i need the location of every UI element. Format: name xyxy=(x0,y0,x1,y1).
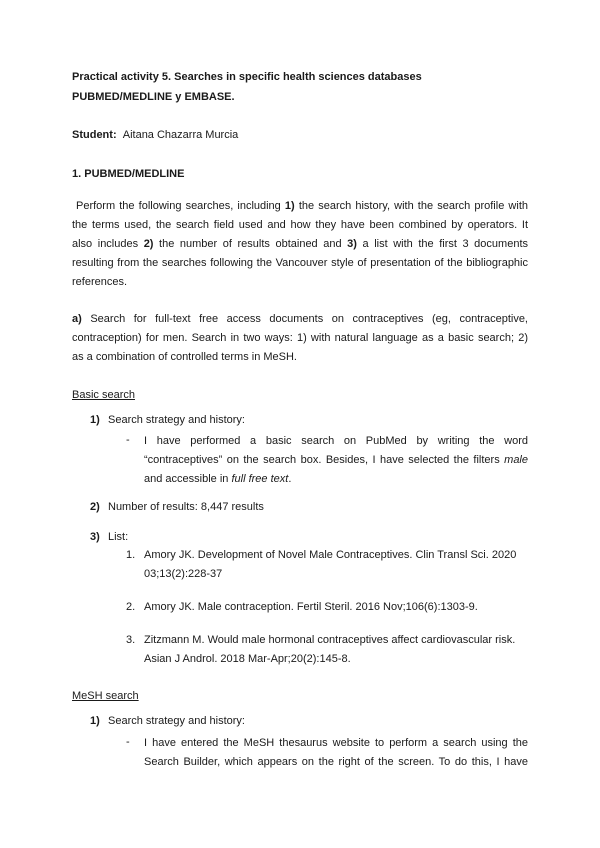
task-a-line-1: a) Search for full-text free access documents on contraceptives (eg, contraceptive, xyxy=(72,313,528,325)
section-heading-pubmed: 1. PUBMED/MEDLINE xyxy=(72,168,185,180)
basic-results-count: Number of results: 8,447 results xyxy=(108,501,264,513)
reference-3-line-2: Asian J Androl. 2018 Mar-Apr;20(2):145-8. xyxy=(144,653,351,665)
intro-line-2: the terms used, the search field used and how they have been combined by operators. It xyxy=(72,219,528,231)
basic-step-3-number: 3) xyxy=(90,531,100,543)
task-a-line-2: contraception) for men. Search in two ways: 1) with natural language as a basic search; 2) xyxy=(72,332,528,344)
intro-line-4: resulting from the searches following the Vancouver style of presentation of the bibliographic xyxy=(72,257,528,269)
mesh-strategy-line-1: I have entered the MeSH thesaurus website to perform a search using the xyxy=(144,737,528,749)
reference-1-line-2: 03;13(2):228-37 xyxy=(144,568,223,580)
intro-line-5: references. xyxy=(72,276,128,288)
reference-2-line-1: Amory JK. Male contraception. Fertil Steril. 2016 Nov;106(6):1303-9. xyxy=(144,601,478,613)
basic-step-2-number: 2) xyxy=(90,501,100,513)
basic-strategy-line-3: and accessible in full free text. xyxy=(144,473,292,485)
task-a-line-3: as a combination of controlled terms in MeSH. xyxy=(72,351,297,363)
student-line xyxy=(72,129,238,141)
basic-strategy-text xyxy=(144,432,528,489)
basic-search-heading: Basic search xyxy=(72,389,135,401)
reference-1-line-1: Amory JK. Development of Novel Male Contraceptives. Clin Transl Sci. 2020 xyxy=(144,549,517,561)
task-a-paragraph xyxy=(72,310,528,367)
basic-strategy-line-1: I have performed a basic search on PubMed by writing the word xyxy=(144,435,528,447)
basic-step-1-label: Search strategy and history: xyxy=(108,414,245,426)
reference-1-number: 1. xyxy=(126,549,136,561)
basic-strategy-line-2: “contraceptives” on the search box. Besides, I have selected the filters male xyxy=(144,454,528,466)
mesh-strategy-line-2: Search Builder, which appears on the right of the screen. To do this, I have xyxy=(144,756,528,768)
basic-list-label: List: xyxy=(108,531,129,543)
mesh-search-heading: MeSH search xyxy=(72,690,139,702)
mesh-step-1-label: Search strategy and history: xyxy=(108,715,245,727)
reference-3-line-1: Zitzmann M. Would male hormonal contraceptives affect cardiovascular risk. xyxy=(144,634,516,646)
intro-line-3: also includes 2) the number of results obtained and 3) a list with the first 3 documents xyxy=(72,238,528,250)
student-name: Aitana Chazarra Murcia xyxy=(122,129,239,141)
title-line-2: PUBMED/MEDLINE y EMBASE. xyxy=(72,91,235,103)
title-line-1: Practical activity 5. Searches in specific health sciences databases xyxy=(72,71,422,83)
basic-step-1-number: 1) xyxy=(90,414,100,426)
reference-3-number: 3. xyxy=(126,634,136,646)
reference-2-number: 2. xyxy=(126,601,136,613)
intro-line-1: Perform the following searches, including 1) the search history, with the search profile with xyxy=(76,200,528,212)
student-label: Student: xyxy=(72,129,117,141)
intro-paragraph xyxy=(72,197,528,292)
mesh-strategy-text xyxy=(144,734,528,772)
mesh-bullet-dash: - xyxy=(126,736,130,748)
basic-bullet-dash: - xyxy=(126,434,130,446)
mesh-step-1-number: 1) xyxy=(90,715,100,727)
